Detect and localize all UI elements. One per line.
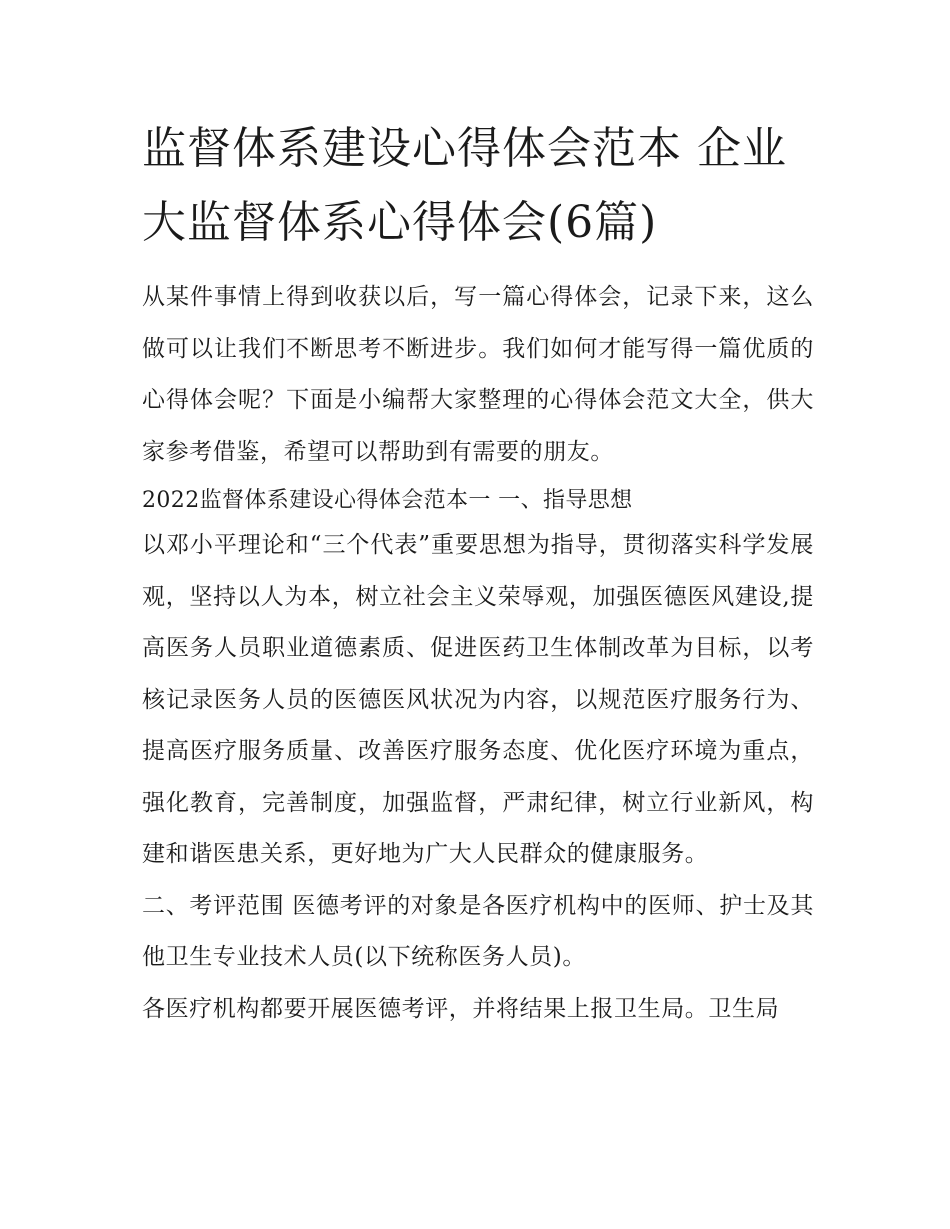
guiding-ideology-paragraph: 以邓小平理论和“三个代表”重要思想为指导，贯彻落实科学发展观，坚持以人为本，树立社会主义荣辱观，加强医德医风建设,提高医务人员职业道德素质、促进医药卫生体制改革为目标，以考核记录医务人员的医德医风状况为内容，以规范医疗服务行为、提高医疗服务质量、改善医疗服务态度、优化医疗环境为重点，强化教育，完善制度，加强监督，严肃纪律，树立行业新风，构建和谐医患关系，更好地为广大人民群众的健康服务。 — [142, 532, 814, 867]
evaluation-scope-paragraph: 二、考评范围 医德考评的对象是各医疗机构中的医师、护士及其他卫生专业技术人员(以下统称医务人员)。 — [142, 892, 814, 970]
intro-paragraph: 从某件事情上得到收获以后，写一篇心得体会，记录下来，这么做可以让我们不断思考不断进步。我们如何才能写得一篇优质的心得体会呢？下面是小编帮大家整理的心得体会范文大全，供大家参考借鉴，希望可以帮助到有需要的朋友。 — [142, 284, 814, 465]
evaluation-requirement-paragraph: 各医疗机构都要开展医德考评，并将结果上报卫生局。卫生局 — [142, 995, 780, 1022]
document-page — [142, 112, 814, 1035]
document-title: 监督体系建设心得体会范本 企业大监督体系心得体会(6篇) — [142, 123, 787, 248]
section-heading: 2022监督体系建设心得体会范本一 一、指导思想 — [142, 488, 633, 513]
